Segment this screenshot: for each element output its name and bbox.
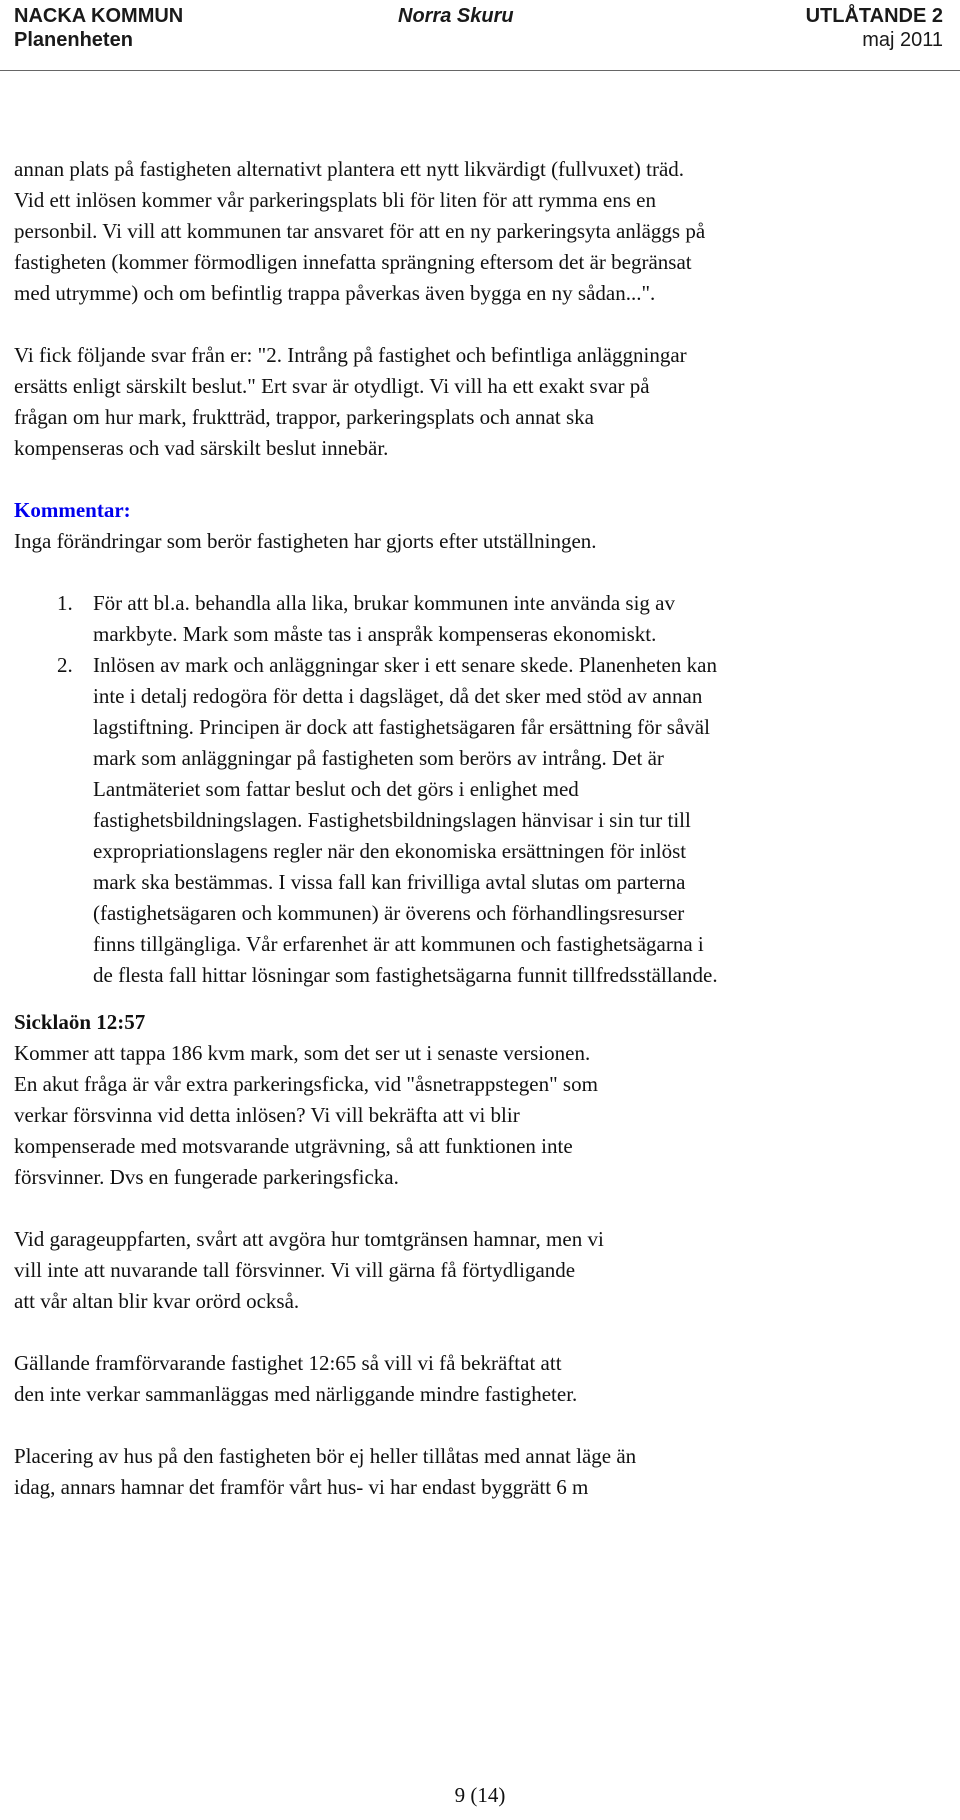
line: expropriationslagens regler när den ekonomiska ersättningen för inlöst	[93, 839, 687, 863]
header-project: Norra Skuru	[398, 5, 514, 27]
line: En akut fråga är vår extra parkeringsficka, vid "åsnetrappstegen" som	[14, 1072, 598, 1096]
intro-paragraph	[14, 154, 949, 309]
section-heading: Sicklaön 12:57	[14, 1010, 146, 1034]
section-paragraph	[14, 1441, 949, 1503]
line: lagstiftning. Principen är dock att fastighetsägaren får ersättning för såväl	[93, 715, 710, 739]
line: inte i detalj redogöra för detta i dagsläget, då det sker med stöd av annan	[93, 684, 703, 708]
document-body	[14, 154, 949, 1503]
line: idag, annars hamnar det framför vårt hus- vi har endast byggrätt 6 m	[14, 1475, 589, 1499]
line: annan plats på fastigheten alternativt plantera ett nytt likvärdigt (fullvuxet) träd.	[14, 157, 685, 181]
numbered-list	[14, 588, 949, 991]
line: personbil. Vi vill att kommunen tar ansvaret för att en ny parkeringsyta anläggs på	[14, 219, 706, 243]
line: vill inte att nuvarande tall försvinner. Vi vill gärna få förtydligande	[14, 1258, 576, 1282]
comment-heading: Kommentar:	[14, 498, 131, 522]
line: mark som anläggningar på fastigheten som berörs av intrång. Det är	[93, 746, 664, 770]
line: (fastighetsägaren och kommunen) är överens och förhandlingsresurser	[93, 901, 685, 925]
line: Vid garageuppfarten, svårt att avgöra hur tomtgränsen hamnar, men vi	[14, 1227, 604, 1251]
header-divider	[0, 70, 960, 71]
line: frågan om hur mark, fruktträd, trappor, parkeringsplats och annat ska	[14, 405, 594, 429]
line: Gällande framförvarande fastighet 12:65 så vill vi få bekräftat att	[14, 1351, 562, 1375]
section-sicklaon	[14, 1007, 949, 1503]
line: kompenseras och vad särskilt beslut innebär.	[14, 436, 389, 460]
line: finns tillgängliga. Vår erfarenhet är att kommunen och fastighetsägarna i	[93, 932, 704, 956]
line: Vid ett inlösen kommer vår parkeringsplats bli för liten för att rymma ens en	[14, 188, 656, 212]
list-item	[14, 650, 949, 991]
line: den inte verkar sammanläggas med närliggande mindre fastigheter.	[14, 1382, 578, 1406]
section-paragraph	[14, 1348, 949, 1410]
line: fastighetsbildningslagen. Fastighetsbildningslagen hänvisar i sin tur till	[93, 808, 691, 832]
line: de flesta fall hittar lösningar som fastighetsägarna funnit tillfredsställande.	[93, 963, 718, 987]
header-org: NACKA KOMMUN	[14, 5, 184, 27]
line: försvinner. Dvs en fungerade parkeringsficka.	[14, 1165, 399, 1189]
header-dept: Planenheten	[14, 29, 133, 51]
line: Vi fick följande svar från er: "2. Intrång på fastighet och befintliga anläggningar	[14, 343, 687, 367]
line: mark ska bestämmas. I vissa fall kan frivilliga avtal slutas om parterna	[93, 870, 686, 894]
list-item	[14, 588, 949, 650]
line: verkar försvinna vid detta inlösen? Vi vill bekräfta att vi blir	[14, 1103, 520, 1127]
answer-paragraph	[14, 340, 949, 464]
header-date: maj 2011	[862, 29, 943, 51]
line: markbyte. Mark som måste tas i anspråk kompenseras ekonomiskt.	[93, 622, 657, 646]
line: Kommer att tappa 186 kvm mark, som det ser ut i senaste versionen.	[14, 1041, 591, 1065]
line: ersätts enligt särskilt beslut." Ert svar är otydligt. Vi vill ha ett exakt svar på	[14, 374, 650, 398]
section-paragraph	[14, 1038, 949, 1193]
line: För att bl.a. behandla alla lika, brukar kommunen inte använda sig av	[93, 591, 675, 615]
line: fastigheten (kommer förmodligen innefatta sprängning eftersom det är begränsat	[14, 250, 692, 274]
header-doc-type: UTLÅTANDE 2	[805, 5, 943, 27]
comment-text: Inga förändringar som berör fastigheten har gjorts efter utställningen.	[14, 529, 597, 553]
list-item-number: 2.	[57, 653, 73, 677]
section-paragraph	[14, 1224, 949, 1317]
line: att vår altan blir kvar orörd också.	[14, 1289, 300, 1313]
comment-block	[14, 495, 949, 557]
page-number: 9 (14)	[454, 1783, 506, 1807]
line: med utrymme) och om befintlig trappa påverkas även bygga en ny sådan...".	[14, 281, 656, 305]
line: Placering av hus på den fastigheten bör ej heller tillåtas med annat läge än	[14, 1444, 637, 1468]
line: Inlösen av mark och anläggningar sker i ett senare skede. Planenheten kan	[93, 653, 717, 677]
line: kompenserade med motsvarande utgrävning, så att funktionen inte	[14, 1134, 573, 1158]
list-item-number: 1.	[57, 591, 73, 615]
line: Lantmäteriet som fattar beslut och det görs i enlighet med	[93, 777, 579, 801]
